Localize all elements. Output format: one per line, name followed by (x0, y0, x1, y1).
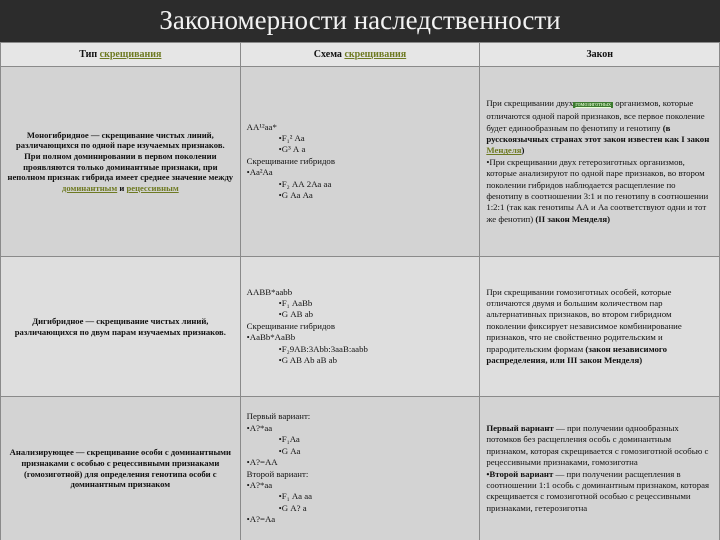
scheme-line: •G Аа Аа (278, 190, 313, 201)
monohybrid-scheme-cell (240, 67, 480, 257)
scheme-line: •А?*аа (246, 422, 273, 433)
dihybrid-type-cell: Дигибридное — скрещивание чистых линий, различающихся по двум парам изучаемых признаков. (1, 257, 241, 397)
law-text: организмов, которые отличаются одной парой признаков, все первое поколение будет единообразным по фенотипу и генотипу (486, 97, 705, 133)
table-row (1, 397, 720, 540)
scheme-line: •G АВ ab (278, 309, 314, 320)
scheme-line: •AaBb*AaBb (246, 332, 296, 343)
law-bold: •Второй вариант (486, 468, 554, 479)
scheme-line: Скрещивание гибридов (246, 320, 335, 331)
dihybrid-law-cell (480, 257, 720, 397)
test-cross-scheme-cell (240, 397, 480, 540)
scheme-line: •А?=АА (246, 457, 278, 468)
scheme-line: АА¹²аа* (246, 121, 277, 132)
law-bold: ) (521, 145, 525, 156)
law-bold: Первый вариант (486, 422, 554, 433)
scheme-line: •F₁ АаBb (278, 297, 313, 308)
monohybrid-type-cell (1, 67, 241, 257)
header-type (1, 43, 241, 67)
header-type-link[interactable]: скрещивания (99, 49, 162, 60)
law-text: При скрещивании двух (486, 97, 574, 108)
header-law: Закон (480, 43, 720, 67)
dominant-link[interactable]: доминантным (61, 182, 118, 193)
law-text: — при получении расщепления в соотношении 1:1 особь с доминантным признаком, которая скрещивается с гомозиготной особью с рецессивными признаками, гетерозиготна (486, 468, 710, 513)
scheme-line: •А?*аа (246, 479, 273, 490)
monohybrid-type-text: Моногибридное — скрещивание чистых линий, различающихся по одной паре изучаемых признаков. При полном доминировании в первом поколении проявляются только доминантные признаки, при неполном признак гибрида имеет среднее значение между (7, 129, 234, 183)
scheme-line: •G AB Ab aB ab (278, 355, 337, 366)
scheme-line: •F₁Аа (278, 434, 300, 445)
dihybrid-scheme-cell (240, 257, 480, 397)
header-type-prefix: Тип (79, 49, 100, 60)
scheme-line: •F₂9AB:3Abb:3aaB:aabb (278, 343, 368, 354)
scheme-line: •А?=Аа (246, 514, 276, 525)
law-text: •При скрещивании двух гетерозиготных организмов, которые анализируют по одной паре признаков, во втором поколении гибридов наблюдается расщепление по фенотипу в соотношении 3:1 и по генотипу в соотношении 1:2:1 (так как генотипы АА и Аа соответствуют одни и тот же фенотип) (486, 156, 709, 224)
test-cross-type-cell: Анализирующее — скрещивание особи с доминантными признаками с особью с рецессивными признаками (гомозиготной) для определения генотипа особи с доминантным признаком (1, 397, 241, 540)
scheme-line: •F₁ Аа аа (278, 491, 313, 502)
recessive-link[interactable]: рецессивным (126, 182, 179, 193)
scheme-line: Второй вариант: (246, 468, 309, 479)
scheme-line: Скрещивание гибридов (246, 155, 335, 166)
scheme-line: •G³ А а (278, 144, 306, 155)
test-cross-law-cell (480, 397, 720, 540)
scheme-line: Первый вариант: (246, 411, 311, 422)
inheritance-table (0, 42, 720, 540)
law-text: При скрещивании гомозиготных особей, которые отличаются двумя и большим количеством пар альтернативных признаков, во втором гибридном поколении фиксирует независимое комбинирование признаков, что не свойственно родительским и прародительским формам (486, 286, 682, 354)
mendel-link[interactable]: Менделя (486, 145, 522, 156)
scheme-line: ААВВ*aabb (246, 286, 293, 297)
and-text: и (117, 182, 127, 193)
slide-title: Закономерности наследственности (159, 5, 561, 35)
law-bold: (II закон Менделя) (535, 213, 611, 224)
law-bold: (закон независимого распределения, или III закон Менделя) (486, 343, 668, 366)
header-scheme-prefix: Схема (313, 49, 345, 60)
homozygous-link[interactable]: гомозиготных (575, 101, 611, 108)
table-row (1, 67, 720, 257)
table-header-row (1, 43, 720, 67)
scheme-line: •F₁² Аа (278, 132, 305, 143)
scheme-line: •G Аа (278, 445, 301, 456)
header-scheme-link[interactable]: скрещивания (344, 49, 407, 60)
header-scheme (240, 43, 480, 67)
scheme-line: •F₂ АА 2Аа аа (278, 178, 332, 189)
scheme-line: •Аа²Аа (246, 167, 273, 178)
monohybrid-law-cell (480, 67, 720, 257)
law-text: — при получении однообразных потомков без расщепления особь с доминантным признаком, которая скрещивается с гомозиготной особью с рецессивными признаками, гомозиготна (486, 422, 709, 468)
law-bold: (в русскоязычных странах этот закон известен как I закон (486, 122, 710, 144)
scheme-line: •G А? а (278, 502, 307, 513)
table-row (1, 257, 720, 397)
